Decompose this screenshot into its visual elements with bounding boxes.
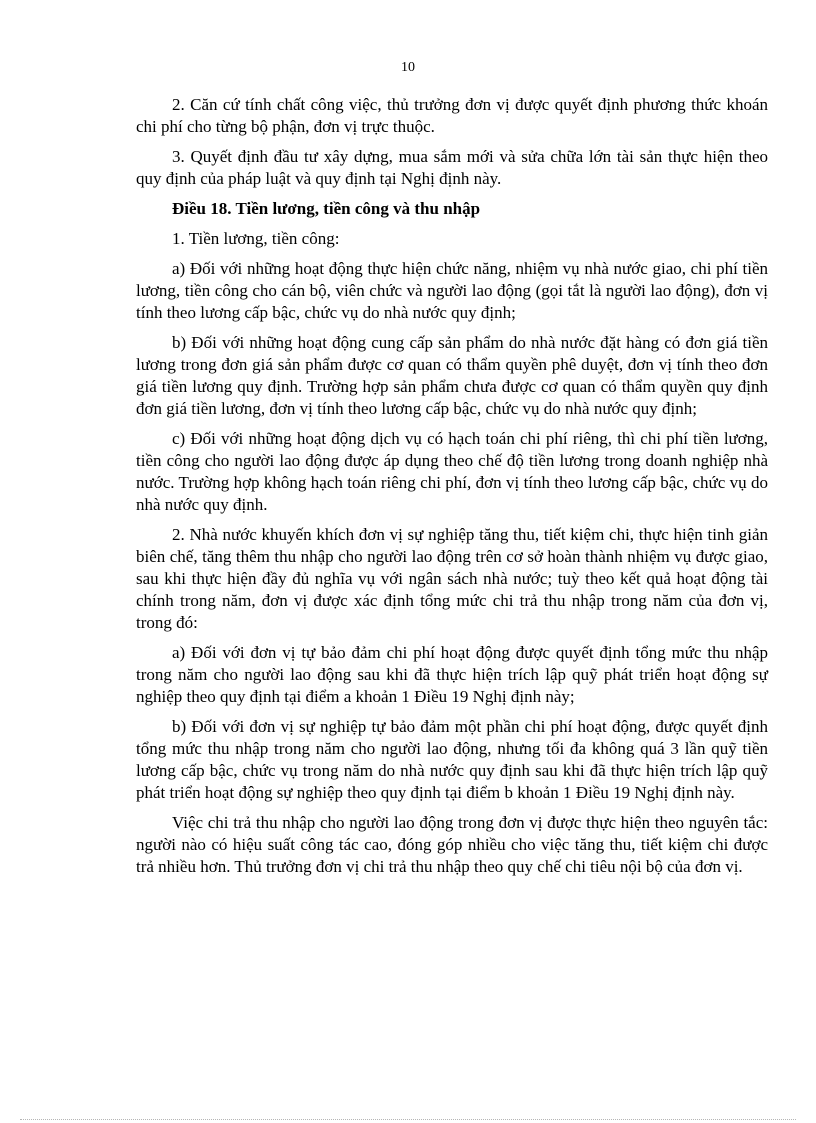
paragraph-khoan-2-khoan-chi-phi: 2. Căn cứ tính chất công việc, thủ trưởng đơn vị được quyết định phương thức khoán chi phí cho từng bộ phận, đơn vị trực thuộc. <box>136 95 768 136</box>
paragraph-tien-luong-tien-cong: 1. Tiền lương, tiền công: <box>172 229 340 248</box>
page-number: 10 <box>401 60 415 75</box>
paragraph-diem-c-dich-vu-hach-toan: c) Đối với những hoạt động dịch vụ có hạch toán chi phí riêng, thì chi phí tiền lương, tiền công cho người lao động được áp dụng theo chế độ tiền lương trong doanh nghiệp nhà nước. Trường hợp không hạch toán riêng chi phí, đơn vị tính theo lương cấp bậc, chức vụ do nhà nước quy định. <box>136 429 768 514</box>
paragraph-diem-a-tu-bao-dam: a) Đối với đơn vị tự bảo đảm chi phí hoạt động được quyết định tổng mức thu nhập trong năm cho người lao động sau khi đã thực hiện trích lập quỹ phát triển hoạt động sự nghiệp theo quy định tại điểm a khoản 1 Điều 19 Nghị định này; <box>136 643 768 706</box>
paragraph-khoan-2-khuyen-khich: 2. Nhà nước khuyến khích đơn vị sự nghiệp tăng thu, tiết kiệm chi, thực hiện tinh giản biên chế, tăng thêm thu nhập cho người lao động trên cơ sở hoàn thành nhiệm vụ được giao, sau khi thực hiện đầy đủ nghĩa vụ với ngân sách nhà nước; tuỳ theo kết quả hoạt động tài chính trong năm, đơn vị được xác định tổng mức chi trả thu nhập trong năm của đơn vị, trong đó: <box>136 525 768 632</box>
document-body <box>136 94 768 886</box>
paragraph-diem-b-mot-phan-chi-phi: b) Đối với đơn vị sự nghiệp tự bảo đảm một phần chi phí hoạt động, được quyết định tổng mức thu nhập trong năm cho người lao động, nhưng tối đa không quá 3 lần quỹ tiền lương cấp bậc, chức vụ trong năm do nhà nước quy định sau khi đã thực hiện trích lập quỹ phát triển hoạt động sự nghiệp theo quy định tại điểm b khoản 1 Điều 19 Nghị định này. <box>136 717 768 802</box>
paragraph-khoan-3-dau-tu-xay-dung: 3. Quyết định đầu tư xây dựng, mua sắm mới và sửa chữa lớn tài sản thực hiện theo quy định của pháp luật và quy định tại Nghị định này. <box>136 147 768 188</box>
paragraph-nguyen-tac-chi-tra: Việc chi trả thu nhập cho người lao động trong đơn vị được thực hiện theo nguyên tắc: người nào có hiệu suất công tác cao, đóng góp nhiều cho việc tăng thu, tiết kiệm chi được trả nhiều hơn. Thủ trưởng đơn vị chi trả thu nhập theo quy chế chi tiêu nội bộ của đơn vị. <box>136 813 768 876</box>
paragraph-diem-a-chuc-nang-nhiem-vu: a) Đối với những hoạt động thực hiện chức năng, nhiệm vụ nhà nước giao, chi phí tiền lương, tiền công cho cán bộ, viên chức và người lao động (gọi tắt là người lao động), đơn vị tính theo lương cấp bậc, chức vụ do nhà nước quy định; <box>136 259 768 322</box>
page-bottom-divider <box>20 1119 796 1120</box>
paragraph-diem-b-san-pham-dat-hang: b) Đối với những hoạt động cung cấp sản phẩm do nhà nước đặt hàng có đơn giá tiền lương trong đơn giá sản phẩm được cơ quan có thẩm quyền phê duyệt, đơn vị tính theo đơn giá tiền lương quy định. Trường hợp sản phẩm chưa được cơ quan có thẩm quyền quy định đơn giá tiền lương, đơn vị tính theo lương cấp bậc, chức vụ do nhà nước quy định; <box>136 333 768 418</box>
article-heading-dieu-18: Điều 18. Tiền lương, tiền công và thu nhập <box>172 199 481 218</box>
